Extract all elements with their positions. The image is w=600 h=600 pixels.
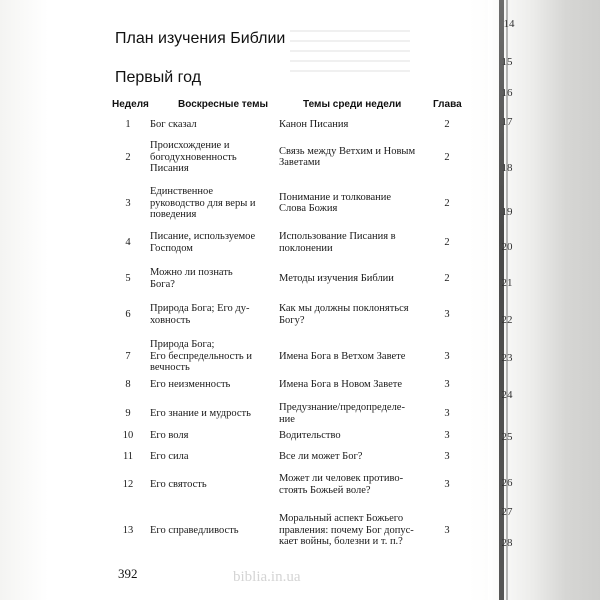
sunday-topic-line: ховность	[150, 314, 191, 326]
sunday-topic	[150, 140, 270, 175]
week-number: 9	[125, 407, 131, 419]
page-number: 392	[118, 566, 138, 581]
bleed-through-text	[290, 30, 410, 80]
chapter-number: 3	[444, 350, 450, 362]
midweek-topic-line: Моральный аспект Божьего	[279, 513, 404, 524]
watermark: biblia.in.ua	[233, 569, 301, 585]
week-number: 3	[125, 197, 131, 209]
sunday-topic-line: Его воля	[150, 430, 189, 441]
sunday-topic-line: вечность	[150, 362, 190, 373]
week-number: 11	[122, 451, 134, 462]
midweek-topic	[279, 451, 424, 463]
chapter-number: 2	[444, 197, 450, 209]
week-number: 2	[125, 151, 131, 163]
sunday-topic-line: Писания	[150, 163, 189, 174]
midweek-topic-line: Может ли человек противо-	[279, 473, 404, 484]
sunday-topic-line: руководство для веры и	[150, 197, 256, 209]
midweek-topic	[279, 119, 424, 131]
sunday-topic-line: богодухновенность	[150, 151, 237, 163]
midweek-topic	[279, 192, 424, 215]
midweek-topic-line: Слова Божия	[279, 203, 338, 215]
week-number: 12	[122, 478, 134, 490]
sunday-topic	[150, 479, 270, 491]
midweek-topic	[279, 273, 424, 285]
side-week-number: 20	[501, 241, 513, 253]
chapter-number: 3	[444, 407, 450, 419]
midweek-topic-line: Водительство	[279, 430, 341, 441]
header-week: Неделя	[112, 99, 149, 110]
midweek-topic	[279, 473, 424, 496]
week-number: 7	[125, 350, 131, 362]
sunday-topic-line: поведения	[150, 209, 197, 220]
midweek-topic	[279, 513, 424, 548]
sunday-topic	[150, 303, 270, 326]
midweek-topic-line: Имена Бога в Ветхом Завете	[279, 350, 406, 362]
sunday-topic-line: Его знание и мудрость	[150, 407, 251, 419]
sunday-topic-line: Природа Бога; Его ду-	[150, 303, 250, 314]
section-title: Первый год	[115, 69, 202, 86]
midweek-topic	[279, 430, 424, 442]
chapter-number: 2	[444, 272, 450, 284]
week-number: 6	[125, 308, 131, 320]
midweek-topic-line: правления: почему Бог допус-	[279, 524, 414, 536]
sunday-topic-line: Единственное	[150, 186, 214, 197]
week-number: 8	[125, 379, 131, 390]
sunday-topic	[150, 408, 270, 420]
sunday-topic-line: Бога?	[150, 278, 175, 290]
midweek-topic-line: Методы изучения Библии	[279, 272, 394, 284]
side-week-number: 26	[501, 477, 513, 489]
sunday-topic	[150, 119, 270, 131]
midweek-topic-line: Имена Бога в Новом Завете	[279, 379, 403, 390]
midweek-topic	[279, 351, 424, 363]
chapter-number: 2	[444, 236, 450, 248]
midweek-topic	[279, 303, 424, 326]
sunday-topic-line: Его неизменность	[150, 379, 231, 390]
side-week-number: 21	[501, 277, 513, 289]
side-week-number: 17	[501, 116, 513, 128]
midweek-topic	[279, 146, 424, 169]
midweek-topic-line: поклонении	[279, 242, 333, 254]
week-number: 5	[125, 272, 131, 284]
sunday-topic	[150, 186, 270, 221]
week-number: 1	[125, 119, 131, 130]
sunday-topic-line: Бог сказал	[150, 119, 197, 130]
week-number: 4	[125, 236, 131, 248]
midweek-topic-line: Связь между Ветхим и Новым	[279, 145, 416, 157]
side-week-number: 28	[501, 537, 513, 549]
side-week-number: 14	[503, 18, 515, 30]
midweek-topic-line: Все ли может Бог?	[279, 451, 363, 462]
sunday-topic	[150, 451, 270, 463]
sunday-topic-line: Его беспредельность и	[150, 350, 252, 362]
midweek-topic-line: ние	[279, 413, 295, 425]
sunday-topic-line: Происхождение и	[150, 140, 230, 151]
sunday-topic	[150, 430, 270, 442]
chapter-number: 2	[444, 119, 450, 130]
midweek-topic	[279, 379, 424, 391]
sunday-topic	[150, 267, 270, 290]
chapter-number: 3	[444, 451, 450, 462]
sunday-topic-line: Его сила	[150, 451, 189, 462]
sunday-topic-line: Его справедливость	[150, 524, 239, 536]
header-midweek: Темы среди недели	[303, 99, 402, 110]
sunday-topic-line: Можно ли познать	[150, 267, 233, 278]
side-week-number: 18	[501, 162, 513, 174]
midweek-topic	[279, 231, 424, 254]
sunday-topic-line: Писание, используемое	[150, 231, 256, 242]
midweek-topic-line: кает войны, болезни и т. п.?	[279, 536, 403, 547]
midweek-topic-line: Канон Писания	[279, 119, 349, 130]
sunday-topic	[150, 525, 270, 537]
chapter-number: 2	[444, 151, 450, 163]
midweek-topic-line: Понимание и толкование	[279, 191, 392, 203]
side-week-number: 27	[501, 506, 513, 518]
midweek-topic	[279, 402, 424, 425]
header-chapter: Глава	[433, 99, 462, 110]
header-sunday: Воскресные темы	[178, 99, 269, 110]
side-week-number: 15	[501, 56, 513, 68]
chapter-number: 3	[444, 379, 450, 390]
sunday-topic	[150, 339, 270, 374]
chapter-number: 3	[444, 308, 450, 320]
side-week-number: 19	[501, 206, 513, 218]
sunday-topic-line: Природа Бога;	[150, 339, 215, 350]
sunday-topic	[150, 231, 270, 254]
week-number: 10	[122, 430, 134, 441]
chapter-number: 3	[444, 524, 450, 536]
midweek-topic-line: Богу?	[279, 314, 305, 326]
sunday-topic	[150, 379, 270, 391]
chapter-number: 3	[444, 478, 450, 490]
midweek-topic-line: Заветами	[279, 157, 321, 169]
midweek-topic-line: Предузнание/предопределе-	[279, 402, 405, 413]
side-week-number: 22	[501, 314, 513, 326]
side-week-number: 16	[501, 87, 513, 99]
midweek-topic-line: Использование Писания в	[279, 231, 396, 242]
midweek-topic-line: Как мы должны поклоняться	[279, 303, 409, 314]
chapter-number: 3	[444, 430, 450, 441]
midweek-topic-line: стоять Божьей воле?	[279, 484, 371, 496]
week-number: 13	[122, 524, 134, 536]
sunday-topic-line: Господом	[150, 242, 193, 254]
side-week-number: 25	[501, 431, 513, 443]
side-week-number: 24	[501, 389, 513, 401]
page-title: План изучения Библии	[115, 30, 286, 47]
sunday-topic-line: Его святость	[150, 478, 207, 490]
side-week-number: 23	[501, 352, 513, 364]
